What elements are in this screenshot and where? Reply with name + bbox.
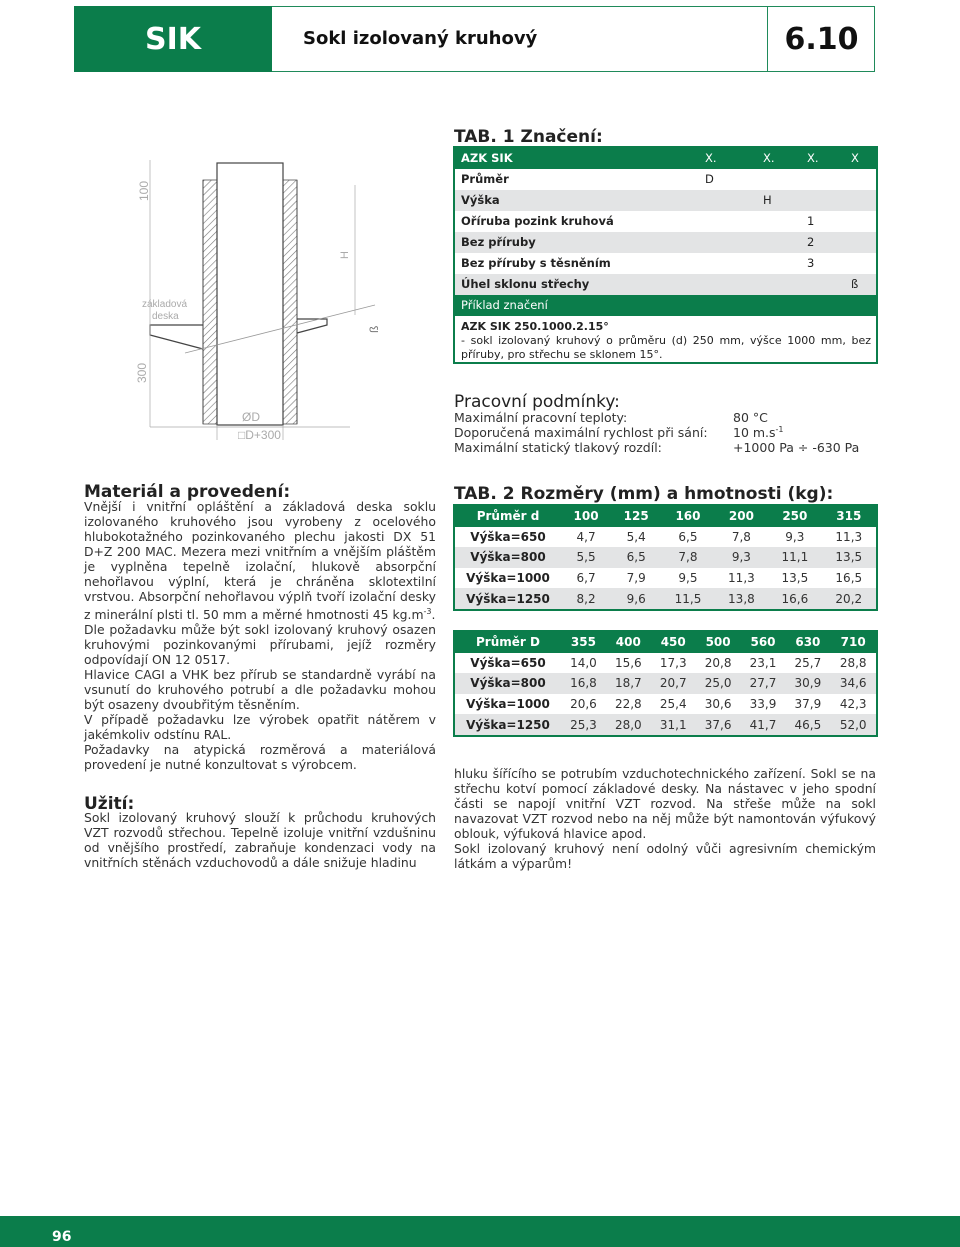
dimension-table-a [453,504,878,611]
tab1-example-header [455,295,876,316]
conditions-title: Pracovní podmínky: [454,392,620,412]
table-cell: 7,8 [661,547,714,568]
table-cell: 41,7 [741,714,786,736]
table-cell: 16,6 [768,588,821,610]
table-row [454,694,877,715]
tab1-head-c2: X. [763,151,775,165]
table-cell: Výška=1000 [454,568,561,589]
table-cell: 6,5 [661,527,714,548]
table-cell: 5,5 [561,547,611,568]
table-cell: 14,0 [561,653,606,674]
table-cell: 9,3 [768,527,821,548]
table-header-cell: 100 [561,505,611,527]
table-cell: 31,1 [651,714,696,736]
use-text-left: Sokl izolovaný kruhový slouží k průchodu kruhových VZT rozvodů střechou. Tepelně izoluje vnitřní vzdušninu od vnějšího prostředí, zabraňuje kondenzaci vody na vnitřních stěnách vzduchovodů a dále snižuje hladinu [84,810,436,870]
table-cell: 8,2 [561,588,611,610]
table-cell: 11,3 [822,527,877,548]
table-cell: 33,9 [741,694,786,715]
tab1-row-value: 1 [807,214,815,228]
table-cell: 22,8 [606,694,651,715]
table-cell: 25,3 [561,714,606,736]
table-cell: 9,6 [611,588,661,610]
table-cell: 18,7 [606,673,651,694]
base-label-1: základová [142,299,188,310]
table-row [454,547,877,568]
height-label: H [339,251,351,259]
table-header-cell: 200 [715,505,768,527]
table-cell: 17,3 [651,653,696,674]
table-cell: 7,9 [611,568,661,589]
tab2-title: TAB. 2 Rozměry (mm) a hmotnosti (kg): [454,484,834,504]
table-cell: 16,5 [822,568,877,589]
table-cell: 20,7 [651,673,696,694]
tab1-head-c4: X [851,151,859,165]
material-paragraph: Požadavky na atypická rozměrová a materiálová provedení je nutné konzultovat s výrobcem. [84,742,436,773]
section-code: SIK [74,6,272,72]
material-title: Materiál a provedení: [84,482,291,502]
table-cell: 11,3 [715,568,768,589]
table-cell: 5,4 [611,527,661,548]
table-row [454,588,877,610]
section-number: 6.10 [767,6,875,72]
table-cell: Výška=800 [454,673,561,694]
dim-bottom-label: 300 [135,362,149,383]
tab1-head-c3: X. [807,151,819,165]
table-header-cell: 400 [606,631,651,653]
material-paragraph: Hlavice CAGI a VHK bez přírub se standardně vyrábí na vsunutí do kruhového potrubí a dle požadavku mohou být osazeny dvoubřitým těsněním. [84,667,436,713]
tab1-row-value: D [705,172,714,186]
table-header-cell: 560 [741,631,786,653]
table-cell: 23,1 [741,653,786,674]
page-number: 96 [52,1229,72,1245]
table-row [454,527,877,548]
table-header-cell: 315 [822,505,877,527]
table-header-cell: 710 [830,631,877,653]
condition-label: Maximální statický tlakový rozdíl: [454,440,662,455]
table-header-row [454,505,877,527]
tab1-row-label: Bez příruby s těsněním [461,256,611,270]
beta-label: ß [367,325,381,333]
tab1-row [455,169,876,190]
table-cell: 20,8 [696,653,741,674]
condition-label: Doporučená maximální rychlost při sání: [454,425,708,440]
tab1-example-label: Příklad značení [461,298,548,312]
table-cell: 7,8 [715,527,768,548]
tab1-row [455,253,876,274]
table-cell: 37,9 [785,694,830,715]
table-cell: 28,8 [830,653,877,674]
table-cell: 20,6 [561,694,606,715]
table-cell: 30,6 [696,694,741,715]
page-title: Sokl izolovaný kruhový [303,28,538,49]
table-cell: 37,6 [696,714,741,736]
technical-drawing [130,155,460,455]
tab1-example [461,320,871,362]
condition-value: +1000 Pa ÷ -630 Pa [733,440,860,455]
tab1-row [455,274,876,295]
condition-value: 10 $m.s^{-1}$ [733,425,784,441]
table-cell: 11,5 [661,588,714,610]
diameter-label: ØD [242,410,260,424]
table-cell: Výška=1250 [454,714,561,736]
footer-bar [0,1216,960,1247]
table-cell: 34,6 [830,673,877,694]
material-paragraph: Dle požadavku může být sokl izolovaný kruhový osazen kruhovými pozinkovanými přírubami, jejíž rozměry odpovídají ON 12 0517. [84,622,436,668]
table-row [454,653,877,674]
use-title: Užití: [84,794,135,814]
dim-top-label: 100 [137,180,151,201]
use-paragraph: Sokl izolovaný kruhový není odolný vůči agresivním chemickým látkám a výparům! [454,841,876,871]
tab1-row-label: Bez příruby [461,235,536,249]
table-cell: 11,1 [768,547,821,568]
base-plate-left [150,325,203,349]
table-header-cell: Průměr D [454,631,561,653]
tab1-example-code: AZK SIK 250.1000.2.15° [461,320,609,333]
material-paragraph: V případě požadavku lze výrobek opatřit nátěrem v jakémkoliv odstínu RAL. [84,712,436,743]
tab1-head-c1: X. [705,151,717,165]
table-cell: Výška=1000 [454,694,561,715]
use-paragraph: hluku šířícího se potrubím vzduchotechnického zařízení. Sokl se na střechu kotví pomocí základové desky. Na nástavec v jeho spodní části se napojí vnitřní VZT rozvod. Na střeše může na sokl navazovat VZT rozvod nebo na něj může být namontován výfukový oblouk, výfuková hlavice apod. [454,766,876,841]
tab1-row-value: ß [851,277,859,291]
table-header-cell: 630 [785,631,830,653]
table-cell: 42,3 [830,694,877,715]
tab1-header-row [455,148,876,169]
table-cell: Výška=1250 [454,588,561,610]
table-cell: Výška=800 [454,547,561,568]
insulation-left [203,180,217,424]
material-paragraph: Vnější i vnitřní opláštění a základová deska soklu izolovaného kruhového jsou vyrobeny z ocelového hlubokotažného pozinkovaného plechu jakosti DX 51 D+Z 200 MAC. Mezera mezi vnitřním a vnějším pláštěm je vyplněna tepelně izolační, hlukově absorpční nehořlavou výplní, která je chráněna sklotextilní vrstvou. Absorpční nehořlavou výplň tvoří izolační desky z minerální plsti tl. 50 mm a měrné hmotnosti 45 $kg.m^{-3}$. [84,499,436,623]
table-header-cell: 160 [661,505,714,527]
tab1-row-label: Výška [461,193,500,207]
table-cell: 52,0 [830,714,877,736]
tab1-row-value: 3 [807,256,815,270]
table-cell: 9,3 [715,547,768,568]
table-cell: Výška=650 [454,653,561,674]
table-row [454,714,877,736]
table-row [454,568,877,589]
table-cell: 25,4 [651,694,696,715]
table-header-cell: 250 [768,505,821,527]
table-cell: 13,8 [715,588,768,610]
table-cell: 46,5 [785,714,830,736]
table-cell: 30,9 [785,673,830,694]
table-cell: 4,7 [561,527,611,548]
tab1-row-label: Úhel sklonu střechy [461,277,590,291]
inner-tube [217,163,283,425]
tab1-head-label: AZK SIK [461,151,513,165]
table-header-row [454,631,877,653]
table-cell: 28,0 [606,714,651,736]
tab1-title: TAB. 1 Značení: [454,127,603,147]
table-header-cell: 355 [561,631,606,653]
tab1-row-value: H [763,193,772,207]
table-header-cell: Průměr d [454,505,561,527]
table-cell: 25,0 [696,673,741,694]
table-cell: 27,7 [741,673,786,694]
table-header-cell: 500 [696,631,741,653]
material-text [84,499,436,772]
tab1-row [455,232,876,253]
tab1-example-text: - sokl izolovaný kruhový o průměru (d) 250 mm, výšce 1000 mm, bez příruby, pro střechu se sklonem 15°. [461,334,871,361]
tab1-row [455,211,876,232]
table-cell: 25,7 [785,653,830,674]
table-cell: 13,5 [822,547,877,568]
tab1-marking-table [453,146,878,364]
table-cell: 6,5 [611,547,661,568]
condition-value: 80 °C [733,410,768,425]
table-header-cell: 125 [611,505,661,527]
table-cell: 15,6 [606,653,651,674]
table-cell: 6,7 [561,568,611,589]
tab1-row [455,190,876,211]
table-cell: 13,5 [768,568,821,589]
table-cell: Výška=650 [454,527,561,548]
dimension-table-b [453,630,878,737]
table-cell: 16,8 [561,673,606,694]
tab1-row-label: Oříruba pozink kruhová [461,214,614,228]
tab1-row-value: 2 [807,235,815,249]
base-label-2: deska [152,311,179,322]
table-header-cell: 450 [651,631,696,653]
table-cell: 20,2 [822,588,877,610]
use-text-right [454,766,876,871]
condition-label: Maximální pracovní teploty: [454,410,628,425]
table-cell: 9,5 [661,568,714,589]
table-row [454,673,877,694]
tab1-row-label: Průměr [461,172,509,186]
insulation-right [283,180,297,424]
base-size-label: □D+300 [238,428,281,442]
